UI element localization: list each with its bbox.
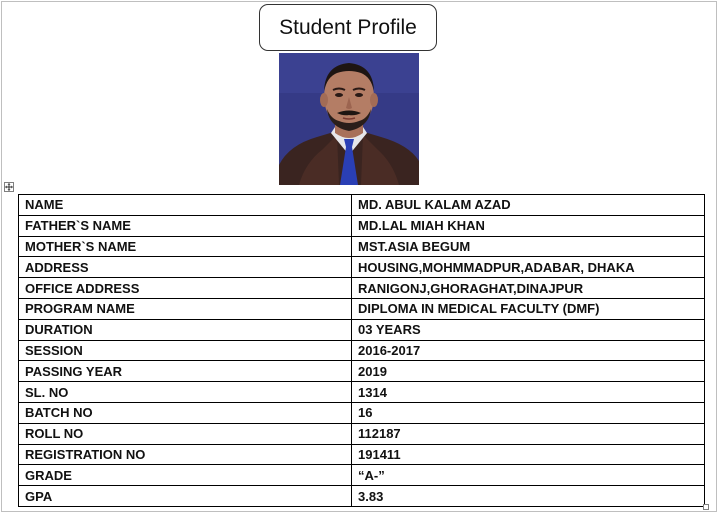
field-value: HOUSING,MOHMMADPUR,ADABAR, DHAKA	[352, 257, 705, 278]
field-label: OFFICE ADDRESS	[19, 278, 352, 299]
field-label: PROGRAM NAME	[19, 298, 352, 319]
field-value: 2019	[352, 361, 705, 382]
profile-table	[18, 194, 705, 507]
table-row	[19, 402, 705, 423]
field-value: DIPLOMA IN MEDICAL FACULTY (DMF)	[352, 298, 705, 319]
field-label: MOTHER`S NAME	[19, 236, 352, 257]
field-value: 1314	[352, 382, 705, 403]
table-row	[19, 195, 705, 216]
field-label: SESSION	[19, 340, 352, 361]
table-row	[19, 465, 705, 486]
field-label: ADDRESS	[19, 257, 352, 278]
student-portrait-icon	[279, 53, 419, 185]
table-row	[19, 486, 705, 507]
field-value: RANIGONJ,GHORAGHAT,DINAJPUR	[352, 278, 705, 299]
table-row	[19, 236, 705, 257]
field-label: GRADE	[19, 465, 352, 486]
field-value: MD.LAL MIAH KHAN	[352, 215, 705, 236]
field-label: REGISTRATION NO	[19, 444, 352, 465]
table-row	[19, 298, 705, 319]
field-value: 112187	[352, 423, 705, 444]
field-value: 3.83	[352, 486, 705, 507]
table-row	[19, 340, 705, 361]
table-resize-handle[interactable]	[703, 504, 709, 510]
table-row	[19, 423, 705, 444]
table-row	[19, 361, 705, 382]
table-row	[19, 215, 705, 236]
field-label: SL. NO	[19, 382, 352, 403]
field-label: NAME	[19, 195, 352, 216]
field-value: MST.ASIA BEGUM	[352, 236, 705, 257]
field-label: PASSING YEAR	[19, 361, 352, 382]
profile-table-body	[19, 195, 705, 507]
table-row	[19, 382, 705, 403]
field-label: FATHER`S NAME	[19, 215, 352, 236]
field-value: 16	[352, 402, 705, 423]
field-label: GPA	[19, 486, 352, 507]
table-row	[19, 278, 705, 299]
table-move-handle[interactable]	[4, 182, 14, 192]
field-value: “A-”	[352, 465, 705, 486]
field-value: 2016-2017	[352, 340, 705, 361]
field-label: BATCH NO	[19, 402, 352, 423]
table-row	[19, 444, 705, 465]
table-row	[19, 257, 705, 278]
field-value: MD. ABUL KALAM AZAD	[352, 195, 705, 216]
table-row	[19, 319, 705, 340]
student-photo	[279, 53, 419, 185]
field-value: 03 YEARS	[352, 319, 705, 340]
move-arrows-icon	[5, 183, 13, 191]
page-title: Student Profile	[259, 4, 437, 51]
field-label: DURATION	[19, 319, 352, 340]
field-value: 191411	[352, 444, 705, 465]
field-label: ROLL NO	[19, 423, 352, 444]
